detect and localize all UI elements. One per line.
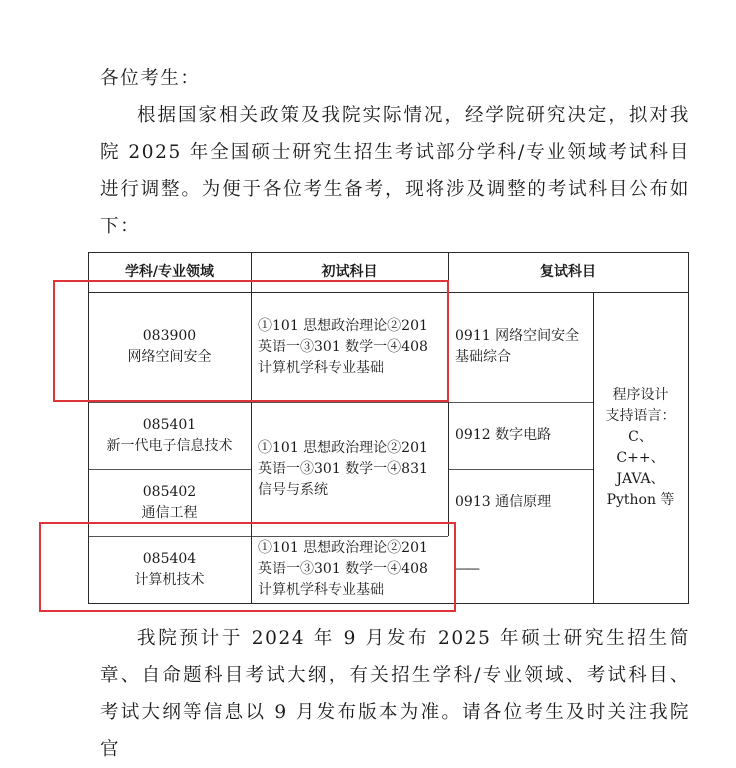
field-code: 085402: [142, 483, 197, 500]
prelim-cell: ①101 思想政治理论②201 英语一③301 数学一④408 计算机学科专业基础: [258, 317, 428, 376]
retest-dash: ——: [455, 561, 477, 577]
field-code: 085401: [142, 416, 197, 433]
field-name: 网络空间安全: [127, 349, 212, 365]
retest-cell-empty: [448, 536, 593, 603]
field-cell: [88, 402, 251, 469]
header-field: 学科/专业领域: [124, 263, 215, 280]
highlight-box-085404: [39, 522, 456, 612]
field-name: 计算机技术: [134, 571, 205, 588]
highlight-box-083900: [53, 280, 449, 402]
field-code: 085404: [142, 550, 197, 567]
languages-line: Python 等: [606, 491, 675, 508]
languages-line: 支持语言：: [605, 407, 676, 424]
languages-line: 程序设计: [612, 386, 669, 403]
languages-line: C、: [628, 428, 653, 445]
languages-line: JAVA、: [616, 470, 665, 487]
closing-paragraph: 我院预计于 2024 年 9 月发布 2025 年硕士研究生招生简章、自命题科目考试大纲，有关招生学科/专业领域、考试科目、考试大纲等信息以 9 月发布版本为准。请各位考生及时关注我院官: [100, 628, 690, 760]
languages-line: C++、: [616, 449, 665, 466]
field-name: 新一代电子信息技术: [106, 437, 233, 454]
header-retest: 复试科目: [540, 263, 596, 280]
prelim-cell: ①101 思想政治理论②201 英语一③301 数学一④408 计算机学科专业基础: [258, 540, 428, 598]
retest-cell: 0911 网络空间安全基础综合: [455, 328, 580, 365]
field-code: 083900: [142, 328, 197, 344]
greeting: 各位考生：: [100, 68, 201, 89]
intro-paragraph: 根据国家相关政策及我院实际情况，经学院研究决定，拟对我院 2025 年全国硕士研究生招生考试部分学科/专业领域考试科目进行调整。为便于各位考生备考，现将涉及调整的考试科目公布如下：: [100, 105, 690, 237]
languages-cell: [593, 292, 688, 603]
prelim-cell: ①101 思想政治理论②201 英语一③301 数学一④831 信号与系统: [258, 439, 428, 498]
retest-cell: 0913 通信原理: [455, 494, 552, 510]
field-name: 通信工程: [141, 504, 198, 521]
header-prelim: 初试科目: [321, 263, 378, 280]
retest-cell: 0912 数字电路: [455, 427, 552, 443]
